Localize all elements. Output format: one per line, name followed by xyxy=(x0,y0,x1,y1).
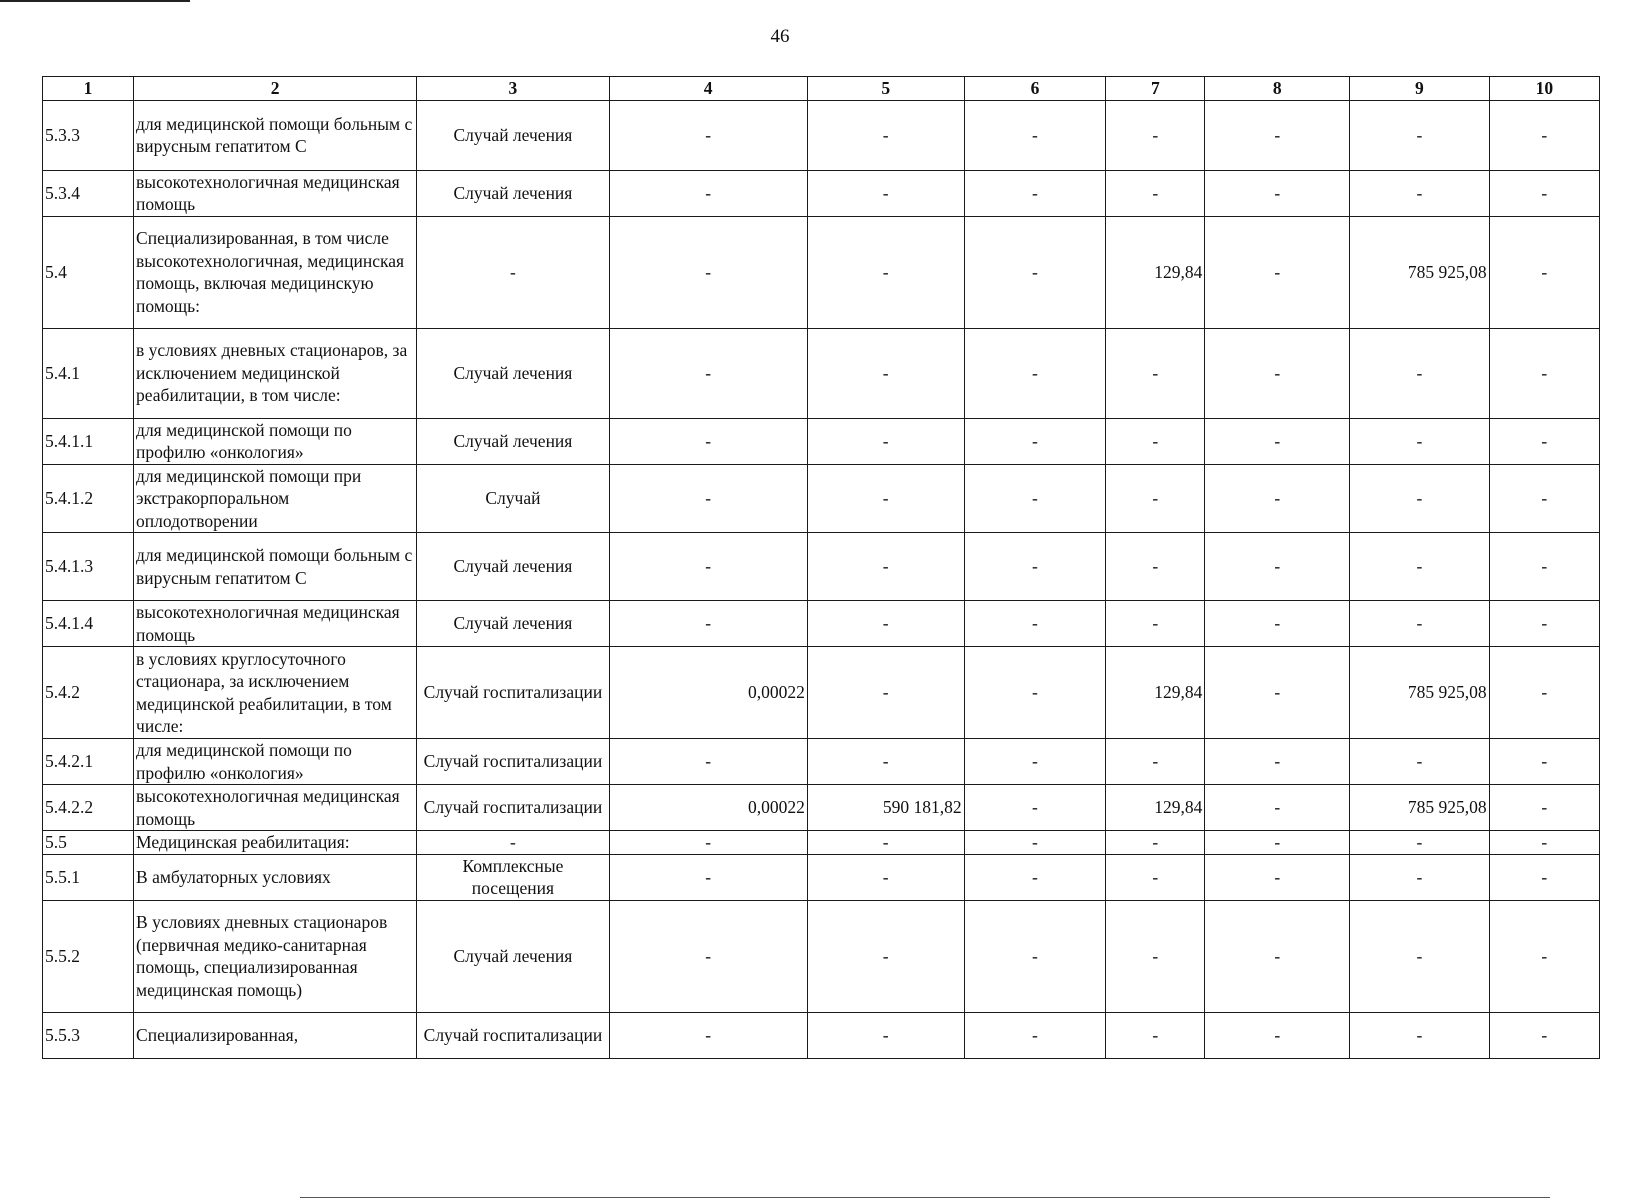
column-header: 4 xyxy=(609,77,807,101)
cell-col-9: - xyxy=(1350,1012,1490,1058)
row-unit: Случай лечения xyxy=(417,170,609,216)
cell-col-8: - xyxy=(1205,739,1350,785)
cell-col-9: - xyxy=(1350,533,1490,601)
cell-col-4: - xyxy=(609,216,807,328)
cell-col-9: - xyxy=(1350,328,1490,418)
cell-col-8: - xyxy=(1205,328,1350,418)
row-name: Специализированная, в том числе высокотехнологичная, медицинская помощь, включая медицинскую помощь: xyxy=(134,216,417,328)
cell-col-4: - xyxy=(609,170,807,216)
row-code: 5.4.1 xyxy=(43,328,134,418)
row-code: 5.5.3 xyxy=(43,1012,134,1058)
row-unit: Случай лечения xyxy=(417,328,609,418)
cell-col-8: - xyxy=(1205,831,1350,855)
row-unit: Случай лечения xyxy=(417,900,609,1012)
cell-col-7: - xyxy=(1106,170,1205,216)
cell-col-10: - xyxy=(1489,785,1599,831)
cell-col-8: - xyxy=(1205,647,1350,739)
table-row xyxy=(43,170,1600,216)
cell-col-7: - xyxy=(1106,100,1205,170)
row-unit: Случай госпитализации xyxy=(417,647,609,739)
cell-col-4: - xyxy=(609,854,807,900)
column-header: 7 xyxy=(1106,77,1205,101)
cell-col-5: 590 181,82 xyxy=(807,785,964,831)
cell-col-7: - xyxy=(1106,418,1205,464)
cell-col-4: - xyxy=(609,601,807,647)
row-name: высокотехнологичная медицинская помощь xyxy=(134,601,417,647)
cell-col-10: - xyxy=(1489,900,1599,1012)
cell-col-7: - xyxy=(1106,533,1205,601)
cell-col-7: 129,84 xyxy=(1106,216,1205,328)
row-code: 5.4.1.4 xyxy=(43,601,134,647)
table-row xyxy=(43,418,1600,464)
row-code: 5.3.3 xyxy=(43,100,134,170)
cell-col-5: - xyxy=(807,739,964,785)
cell-col-5: - xyxy=(807,831,964,855)
cell-col-7: - xyxy=(1106,464,1205,533)
row-name: Медицинская реабилитация: xyxy=(134,831,417,855)
cell-col-10: - xyxy=(1489,533,1599,601)
cell-col-9: - xyxy=(1350,900,1490,1012)
row-name: В условиях дневных стационаров (первичная медико-санитарная помощь, специализированная медицинская помощь) xyxy=(134,900,417,1012)
cell-col-6: - xyxy=(964,464,1106,533)
table-row xyxy=(43,785,1600,831)
column-header: 9 xyxy=(1350,77,1490,101)
cell-col-8: - xyxy=(1205,464,1350,533)
row-code: 5.4.2 xyxy=(43,647,134,739)
cell-col-6: - xyxy=(964,100,1106,170)
row-code: 5.4.1.2 xyxy=(43,464,134,533)
cell-col-6: - xyxy=(964,533,1106,601)
row-unit: Случай лечения xyxy=(417,418,609,464)
cell-col-4: - xyxy=(609,831,807,855)
row-code: 5.5.1 xyxy=(43,854,134,900)
table-row xyxy=(43,328,1600,418)
table-row xyxy=(43,647,1600,739)
column-header: 1 xyxy=(43,77,134,101)
cell-col-5: - xyxy=(807,854,964,900)
row-unit: Случай госпитализации xyxy=(417,785,609,831)
cell-col-7: - xyxy=(1106,328,1205,418)
cell-col-9: - xyxy=(1350,170,1490,216)
column-header: 10 xyxy=(1489,77,1599,101)
column-header: 5 xyxy=(807,77,964,101)
cell-col-8: - xyxy=(1205,1012,1350,1058)
row-name: высокотехнологичная медицинская помощь xyxy=(134,170,417,216)
table-row xyxy=(43,216,1600,328)
row-name: Специализированная, xyxy=(134,1012,417,1058)
cell-col-9: 785 925,08 xyxy=(1350,785,1490,831)
cell-col-8: - xyxy=(1205,900,1350,1012)
cell-col-5: - xyxy=(807,1012,964,1058)
table-row xyxy=(43,831,1600,855)
cell-col-5: - xyxy=(807,100,964,170)
row-code: 5.4.2.1 xyxy=(43,739,134,785)
cell-col-9: - xyxy=(1350,601,1490,647)
cell-col-8: - xyxy=(1205,100,1350,170)
cell-col-7: - xyxy=(1106,739,1205,785)
row-name: для медицинской помощи при экстракорпоральном оплодотворении xyxy=(134,464,417,533)
cell-col-4: - xyxy=(609,328,807,418)
cell-col-8: - xyxy=(1205,533,1350,601)
table-body xyxy=(43,100,1600,1058)
cell-col-7: - xyxy=(1106,1012,1205,1058)
cell-col-4: - xyxy=(609,464,807,533)
cell-col-10: - xyxy=(1489,328,1599,418)
cell-col-9: - xyxy=(1350,464,1490,533)
cell-col-9: - xyxy=(1350,854,1490,900)
cell-col-10: - xyxy=(1489,100,1599,170)
cell-col-6: - xyxy=(964,216,1106,328)
cell-col-6: - xyxy=(964,739,1106,785)
table-row xyxy=(43,1012,1600,1058)
cell-col-5: - xyxy=(807,216,964,328)
cell-col-7: 129,84 xyxy=(1106,647,1205,739)
cell-col-7: - xyxy=(1106,854,1205,900)
cell-col-5: - xyxy=(807,601,964,647)
cell-col-10: - xyxy=(1489,1012,1599,1058)
row-unit: - xyxy=(417,216,609,328)
cell-col-4: - xyxy=(609,418,807,464)
cell-col-6: - xyxy=(964,328,1106,418)
cell-col-8: - xyxy=(1205,170,1350,216)
cell-col-8: - xyxy=(1205,854,1350,900)
cell-col-6: - xyxy=(964,601,1106,647)
cell-col-10: - xyxy=(1489,647,1599,739)
column-header: 8 xyxy=(1205,77,1350,101)
row-unit: Случай лечения xyxy=(417,601,609,647)
table-row xyxy=(43,100,1600,170)
row-name: для медицинской помощи по профилю «онкология» xyxy=(134,739,417,785)
row-code: 5.5 xyxy=(43,831,134,855)
row-unit: - xyxy=(417,831,609,855)
cell-col-9: 785 925,08 xyxy=(1350,216,1490,328)
row-unit: Случай лечения xyxy=(417,100,609,170)
row-unit: Случай лечения xyxy=(417,533,609,601)
cell-col-8: - xyxy=(1205,785,1350,831)
row-code: 5.4 xyxy=(43,216,134,328)
cell-col-5: - xyxy=(807,647,964,739)
cell-col-8: - xyxy=(1205,418,1350,464)
table-row xyxy=(43,464,1600,533)
cell-col-4: 0,00022 xyxy=(609,785,807,831)
cell-col-6: - xyxy=(964,900,1106,1012)
column-header: 2 xyxy=(134,77,417,101)
cell-col-4: - xyxy=(609,533,807,601)
bottom-rule xyxy=(300,1197,1550,1198)
row-unit: Комплексные посещения xyxy=(417,854,609,900)
cell-col-8: - xyxy=(1205,601,1350,647)
row-name: для медицинской помощи больным с вирусным гепатитом С xyxy=(134,100,417,170)
cell-col-10: - xyxy=(1489,216,1599,328)
row-code: 5.4.1.1 xyxy=(43,418,134,464)
row-code: 5.4.2.2 xyxy=(43,785,134,831)
cell-col-4: - xyxy=(609,100,807,170)
cell-col-10: - xyxy=(1489,831,1599,855)
row-name: высокотехнологичная медицинская помощь xyxy=(134,785,417,831)
table-row xyxy=(43,739,1600,785)
cell-col-7: - xyxy=(1106,831,1205,855)
cell-col-5: - xyxy=(807,533,964,601)
cell-col-9: 785 925,08 xyxy=(1350,647,1490,739)
row-name: В амбулаторных условиях xyxy=(134,854,417,900)
row-code: 5.3.4 xyxy=(43,170,134,216)
cell-col-6: - xyxy=(964,854,1106,900)
top-rule xyxy=(0,0,190,2)
cell-col-9: - xyxy=(1350,739,1490,785)
cell-col-5: - xyxy=(807,900,964,1012)
row-name: в условиях круглосуточного стационара, за исключением медицинской реабилитации, в том числе: xyxy=(134,647,417,739)
row-unit: Случай госпитализации xyxy=(417,739,609,785)
header-row xyxy=(43,77,1600,101)
row-name: в условиях дневных стационаров, за исключением медицинской реабилитации, в том числе: xyxy=(134,328,417,418)
table-row xyxy=(43,854,1600,900)
cell-col-4: 0,00022 xyxy=(609,647,807,739)
data-table xyxy=(42,76,1600,1059)
column-header: 3 xyxy=(417,77,609,101)
cell-col-10: - xyxy=(1489,464,1599,533)
column-header: 6 xyxy=(964,77,1106,101)
cell-col-10: - xyxy=(1489,418,1599,464)
cell-col-5: - xyxy=(807,464,964,533)
cell-col-10: - xyxy=(1489,170,1599,216)
cell-col-4: - xyxy=(609,739,807,785)
page-number: 46 xyxy=(770,26,790,47)
row-code: 5.5.2 xyxy=(43,900,134,1012)
cell-col-7: 129,84 xyxy=(1106,785,1205,831)
cell-col-6: - xyxy=(964,647,1106,739)
cell-col-6: - xyxy=(964,170,1106,216)
cell-col-4: - xyxy=(609,900,807,1012)
cell-col-9: - xyxy=(1350,100,1490,170)
cell-col-7: - xyxy=(1106,601,1205,647)
table-row xyxy=(43,900,1600,1012)
row-name: для медицинской помощи больным с вирусным гепатитом С xyxy=(134,533,417,601)
cell-col-10: - xyxy=(1489,601,1599,647)
cell-col-4: - xyxy=(609,1012,807,1058)
cell-col-5: - xyxy=(807,328,964,418)
cell-col-9: - xyxy=(1350,418,1490,464)
cell-col-6: - xyxy=(964,418,1106,464)
cell-col-5: - xyxy=(807,170,964,216)
cell-col-6: - xyxy=(964,1012,1106,1058)
row-code: 5.4.1.3 xyxy=(43,533,134,601)
cell-col-6: - xyxy=(964,831,1106,855)
cell-col-9: - xyxy=(1350,831,1490,855)
cell-col-10: - xyxy=(1489,739,1599,785)
cell-col-5: - xyxy=(807,418,964,464)
cell-col-10: - xyxy=(1489,854,1599,900)
cell-col-7: - xyxy=(1106,900,1205,1012)
row-unit: Случай xyxy=(417,464,609,533)
row-name: для медицинской помощи по профилю «онкология» xyxy=(134,418,417,464)
table-row xyxy=(43,601,1600,647)
cell-col-6: - xyxy=(964,785,1106,831)
row-unit: Случай госпитализации xyxy=(417,1012,609,1058)
cell-col-8: - xyxy=(1205,216,1350,328)
table-row xyxy=(43,533,1600,601)
